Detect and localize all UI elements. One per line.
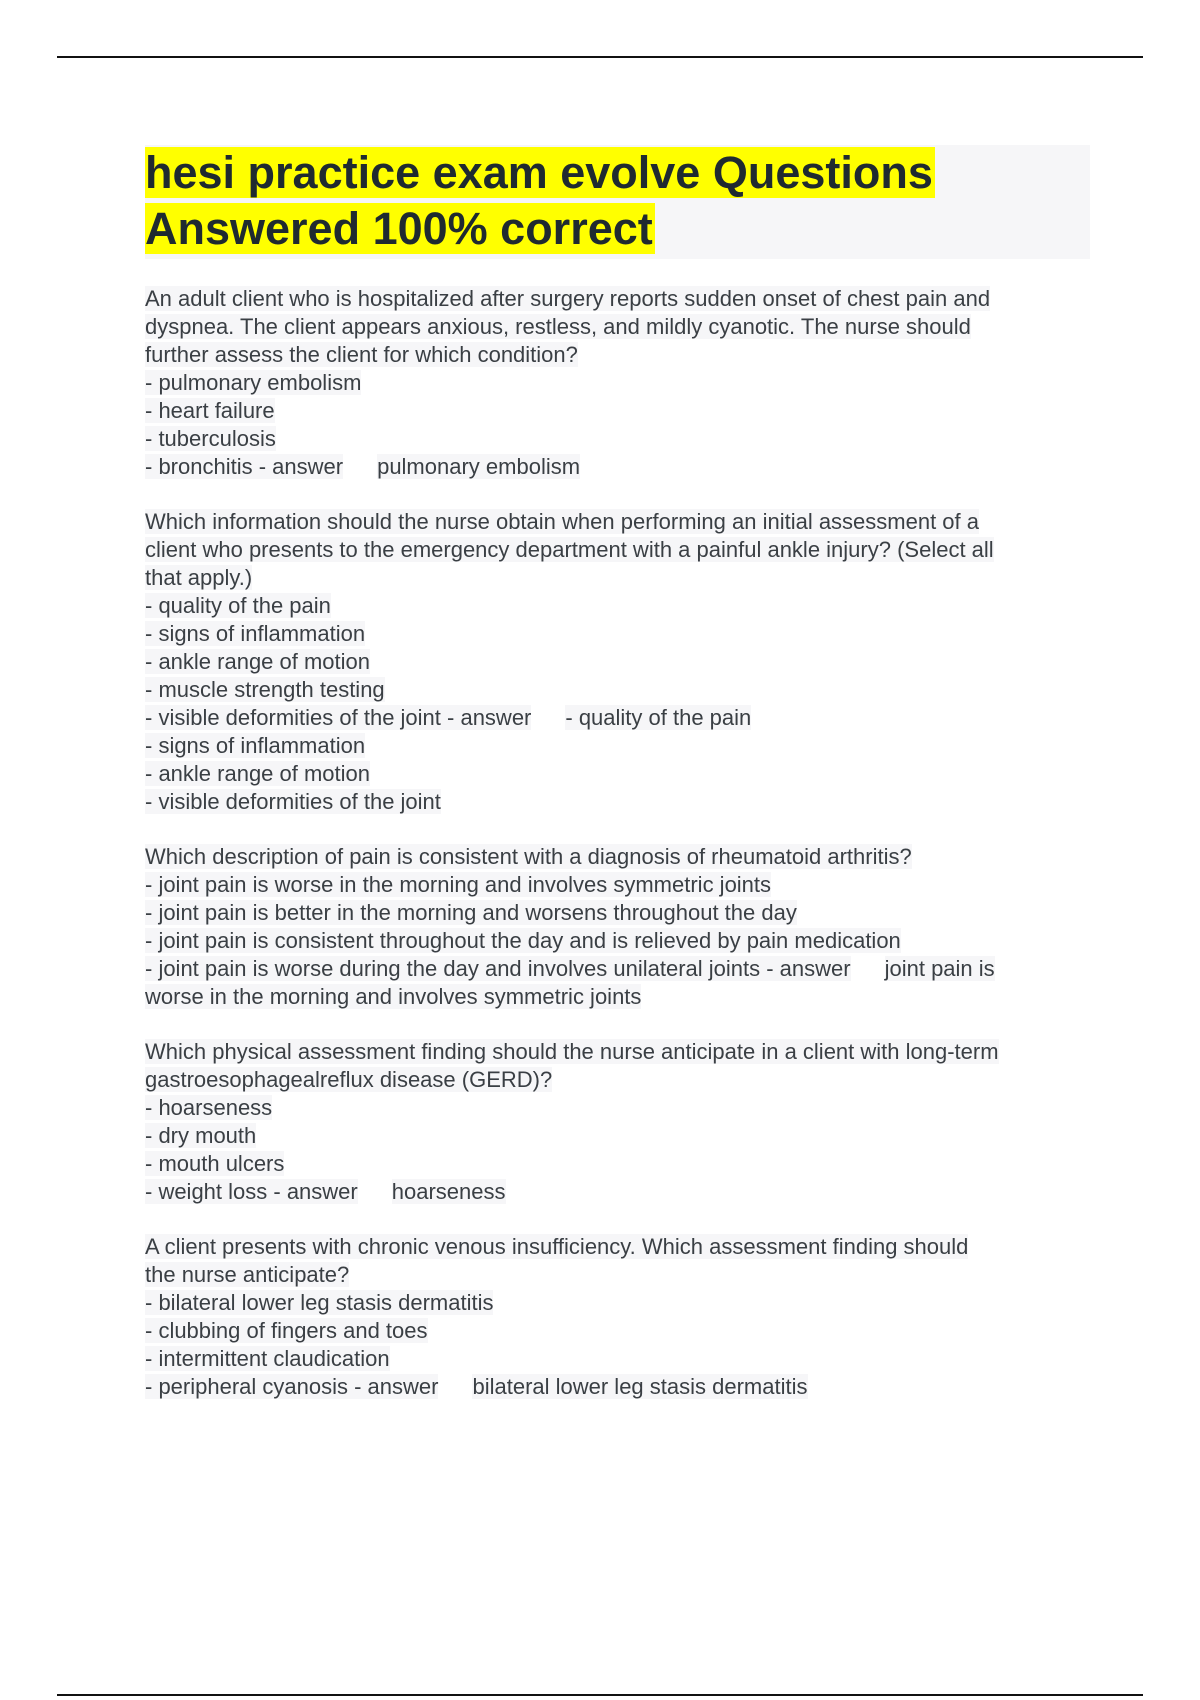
question-line: Which description of pain is consistent with a diagnosis of rheumatoid arthritis? [145, 844, 912, 869]
answer-line [145, 1373, 1090, 1401]
question-block [145, 508, 1090, 816]
title-box [145, 145, 1090, 259]
question-line: Which information should the nurse obtain when performing an initial assessment of a [145, 509, 980, 534]
answer-line [145, 1178, 1090, 1206]
answer-text: pulmonary embolism [377, 454, 581, 479]
option-line: - ankle range of motion [145, 649, 371, 674]
question-block [145, 1038, 1090, 1206]
answer-label: - peripheral cyanosis - answer [145, 1374, 439, 1399]
question-line: the nurse anticipate? [145, 1262, 350, 1287]
title-line-1: hesi practice exam evolve Questions [145, 147, 933, 198]
option-line: - pulmonary embolism [145, 370, 362, 395]
option-line: - tuberculosis [145, 426, 276, 451]
option-line: - heart failure [145, 398, 275, 423]
answer-label: - joint pain is worse during the day and involves unilateral joints - answer [145, 956, 851, 981]
question-block [145, 1233, 1090, 1401]
question-block [145, 843, 1090, 1011]
answer-text: hoarseness [391, 1179, 506, 1204]
option-line: - quality of the pain [145, 593, 331, 618]
answer-continuation: worse in the morning and involves symmetric joints [145, 984, 642, 1009]
document-body [145, 145, 1090, 1428]
option-line: - dry mouth [145, 1123, 257, 1148]
answer-line [145, 453, 1090, 481]
document-title [145, 145, 1090, 257]
option-line: - muscle strength testing [145, 677, 385, 702]
bottom-rule [57, 1694, 1143, 1696]
answer-text: bilateral lower leg stasis dermatitis [472, 1374, 808, 1399]
answer-continuation: - visible deformities of the joint [145, 789, 441, 814]
answer-text: joint pain is [884, 956, 995, 981]
question-line: Which physical assessment finding should the nurse anticipate in a client with long-term [145, 1039, 999, 1064]
option-line: - joint pain is worse in the morning and involves symmetric joints [145, 872, 772, 897]
option-line: - signs of inflammation [145, 621, 366, 646]
question-line: gastroesophagealreflux disease (GERD)? [145, 1067, 553, 1092]
option-line: - bilateral lower leg stasis dermatitis [145, 1290, 494, 1315]
option-line: - joint pain is better in the morning and worsens throughout the day [145, 900, 797, 925]
option-line: - hoarseness [145, 1095, 273, 1120]
option-line: - joint pain is consistent throughout the day and is relieved by pain medication [145, 928, 901, 953]
question-line: further assess the client for which condition? [145, 342, 578, 367]
question-line: that apply.) [145, 565, 253, 590]
option-line: - clubbing of fingers and toes [145, 1318, 428, 1343]
question-line: A client presents with chronic venous insufficiency. Which assessment finding should [145, 1234, 969, 1259]
option-line: - mouth ulcers [145, 1151, 285, 1176]
answer-line [145, 955, 1090, 983]
answer-text: - quality of the pain [565, 705, 752, 730]
answer-continuation: - ankle range of motion [145, 761, 371, 786]
answer-label: - bronchitis - answer [145, 454, 344, 479]
title-line-2: Answered 100% correct [145, 203, 653, 254]
option-line: - intermittent claudication [145, 1346, 390, 1371]
question-block [145, 285, 1090, 481]
question-line: client who presents to the emergency department with a painful ankle injury? (Select all [145, 537, 994, 562]
answer-label: - visible deformities of the joint - answer [145, 705, 532, 730]
answer-line [145, 704, 1090, 732]
question-line: dyspnea. The client appears anxious, restless, and mildly cyanotic. The nurse should [145, 314, 971, 339]
answer-label: - weight loss - answer [145, 1179, 358, 1204]
answer-continuation: - signs of inflammation [145, 733, 366, 758]
top-rule [57, 56, 1143, 58]
question-line: An adult client who is hospitalized after surgery reports sudden onset of chest pain and [145, 286, 991, 311]
